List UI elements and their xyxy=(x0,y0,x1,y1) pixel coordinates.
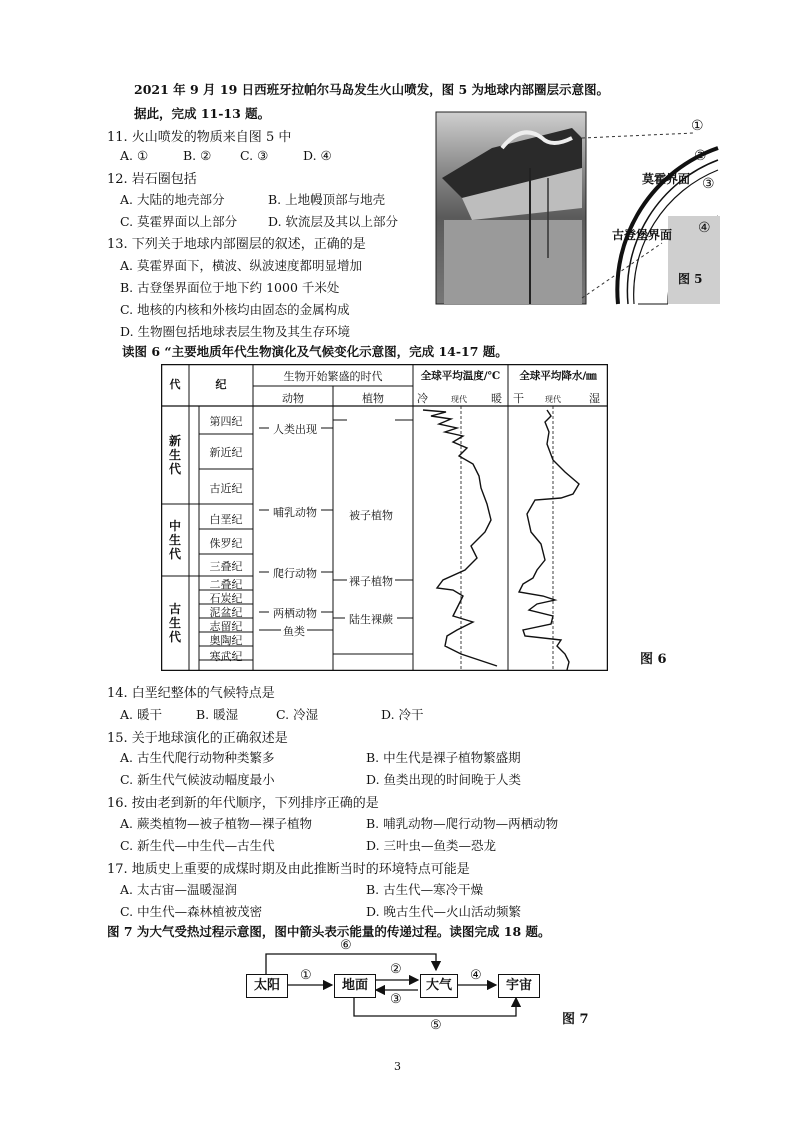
rain-wet-label: 湿 xyxy=(589,392,600,405)
period-neogene: 新近纪 xyxy=(209,446,243,459)
figure-5-earth-layers xyxy=(432,108,724,308)
box-atmosphere: 大气 xyxy=(420,974,458,998)
q12-option-c[interactable]: C. 莫霍界面以上部分 xyxy=(120,214,238,229)
q14-option-c[interactable]: C. 冷湿 xyxy=(276,707,319,722)
period-ordovician: 奥陶纪 xyxy=(209,634,243,647)
q17-option-b[interactable]: B. 古生代—寒冷干燥 xyxy=(366,882,484,897)
q11-stem: 11. 火山喷发的物质来自图 5 中 xyxy=(107,130,292,145)
intro-line-2: 据此，完成 11-13 题。 xyxy=(134,106,271,121)
q17-option-d[interactable]: D. 晚古生代—火山活动频繁 xyxy=(366,904,522,919)
animal-reptile: 爬行动物 xyxy=(273,567,317,580)
q11-option-a[interactable]: A. ① xyxy=(120,148,149,163)
figure-6-geologic-table xyxy=(161,364,608,671)
animal-amphibian: 两栖动物 xyxy=(273,607,317,620)
q16-option-c[interactable]: C. 新生代—中生代—古生代 xyxy=(120,838,275,853)
q13-stem: 13. 下列关于地球内部圈层的叙述，正确的是 xyxy=(107,237,366,252)
q15-option-c[interactable]: C. 新生代气候波动幅度最小 xyxy=(120,772,275,787)
period-cretaceous: 白垩纪 xyxy=(209,513,243,526)
fig5-marker-3: ③ xyxy=(702,176,715,192)
arrow-label-4: ④ xyxy=(470,968,482,983)
figure-7-heating-process xyxy=(244,940,564,1040)
plant-psilophyte: 陆生裸蕨 xyxy=(349,613,393,626)
q11-option-d[interactable]: D. ④ xyxy=(303,148,332,163)
q17-option-a[interactable]: A. 太古宙—温暖湿润 xyxy=(120,882,237,897)
period-quaternary: 第四纪 xyxy=(209,415,243,428)
animal-fish: 鱼类 xyxy=(283,625,305,638)
period-carboniferous: 石炭纪 xyxy=(209,592,243,605)
fig5-gutenberg-label: 古登堡界面 xyxy=(612,228,673,242)
figure-7-caption: 图 7 xyxy=(562,1012,589,1027)
arrow-label-1: ① xyxy=(300,968,312,983)
q11-option-c[interactable]: C. ③ xyxy=(240,148,269,163)
q14-option-d[interactable]: D. 冷干 xyxy=(381,707,424,722)
q13-option-c[interactable]: C. 地核的内核和外核均由固态的金属构成 xyxy=(120,302,350,317)
period-devonian: 泥盆纪 xyxy=(209,606,243,619)
animal-mammal: 哺乳动物 xyxy=(273,506,317,519)
q16-option-b[interactable]: B. 哺乳动物—爬行动物—两栖动物 xyxy=(366,816,559,831)
q16-option-a[interactable]: A. 蕨类植物—被子植物—裸子植物 xyxy=(120,816,312,831)
fig5-marker-2: ② xyxy=(694,148,707,164)
arrow-label-6: ⑥ xyxy=(340,938,352,953)
fig5-moho-label: 莫霍界面 xyxy=(642,172,691,186)
read-figure-6-instruction: 读图 6 “主要地质年代生物演化及气候变化示意图，完成 14-17 题。 xyxy=(122,344,508,359)
q12-option-d[interactable]: D. 软流层及其以上部分 xyxy=(268,214,399,229)
animal-human: 人类出现 xyxy=(273,423,317,436)
q15-stem: 15. 关于地球演化的正确叙述是 xyxy=(107,731,288,746)
figure-6-caption: 图 6 xyxy=(640,652,667,667)
q16-option-d[interactable]: D. 三叶虫—鱼类—恐龙 xyxy=(366,838,497,853)
period-permian: 二叠纪 xyxy=(209,578,243,591)
temp-warm-label: 暖 xyxy=(491,392,502,405)
q14-option-a[interactable]: A. 暖干 xyxy=(120,707,162,722)
q12-stem: 12. 岩石圈包括 xyxy=(107,172,197,187)
era-cenozoic: 新生代 xyxy=(168,434,181,476)
page-number: 3 xyxy=(394,1060,401,1073)
arrow-label-5: ⑤ xyxy=(430,1018,442,1033)
fig5-marker-1: ① xyxy=(691,118,704,134)
box-sun: 太阳 xyxy=(246,974,288,998)
period-paleogene: 古近纪 xyxy=(209,482,243,495)
box-ground: 地面 xyxy=(334,974,376,998)
plant-gymnosperm: 裸子植物 xyxy=(349,575,393,588)
arrow-label-3: ③ xyxy=(390,992,402,1007)
box-space: 宇宙 xyxy=(498,974,540,998)
era-mesozoic: 中生代 xyxy=(168,519,181,561)
arrow-label-2: ② xyxy=(390,962,402,977)
era-paleozoic: 古生代 xyxy=(168,602,181,644)
period-silurian: 志留纪 xyxy=(209,620,243,633)
q11-option-b[interactable]: B. ② xyxy=(183,148,212,163)
temp-cold-label: 冷 xyxy=(417,392,428,405)
plant-angiosperm: 被子植物 xyxy=(349,509,393,522)
q13-option-a[interactable]: A. 莫霍界面下，横波、纵波速度都明显增加 xyxy=(120,258,362,273)
q14-stem: 14. 白垩纪整体的气候特点是 xyxy=(107,686,275,701)
period-jurassic: 侏罗纪 xyxy=(209,537,243,550)
q14-option-b[interactable]: B. 暖湿 xyxy=(196,707,239,722)
table-header-temp: 全球平均温度/℃ xyxy=(420,370,501,382)
q12-option-a[interactable]: A. 大陆的地壳部分 xyxy=(120,192,225,207)
intro-line-1: 2021 年 9 月 19 日西班牙拉帕尔马岛发生火山喷发，图 5 为地球内部圈层示意图。 xyxy=(134,82,610,97)
q13-option-b[interactable]: B. 古登堡界面位于地下约 1000 千米处 xyxy=(120,280,340,295)
q15-option-d[interactable]: D. 鱼类出现的时间晚于人类 xyxy=(366,772,522,787)
figure-7-instruction: 图 7 为大气受热过程示意图，图中箭头表示能量的传递过程。读图完成 18 题。 xyxy=(107,924,551,939)
period-triassic: 三叠纪 xyxy=(209,560,243,573)
table-header-period: 纪 xyxy=(215,378,227,391)
fig5-caption: 图 5 xyxy=(678,272,703,286)
q15-option-b[interactable]: B. 中生代是裸子植物繁盛期 xyxy=(366,750,521,765)
table-header-bio: 生物开始繁盛的时代 xyxy=(283,370,383,383)
rain-now-label: 现代 xyxy=(545,395,561,404)
table-header-animal: 动物 xyxy=(282,392,304,405)
q17-option-c[interactable]: C. 中生代—森林植被茂密 xyxy=(120,904,263,919)
q12-option-b[interactable]: B. 上地幔顶部与地壳 xyxy=(268,192,386,207)
q13-option-d[interactable]: D. 生物圈包括地球表层生物及其生存环境 xyxy=(120,324,351,339)
table-header-rain: 全球平均降水/㎜ xyxy=(519,370,597,382)
temp-now-label: 现代 xyxy=(451,395,467,404)
rain-dry-label: 干 xyxy=(513,392,524,405)
period-cambrian: 寒武纪 xyxy=(209,650,243,663)
q15-option-a[interactable]: A. 古生代爬行动物种类繁多 xyxy=(120,750,275,765)
q16-stem: 16. 按由老到新的年代顺序，下列排序正确的是 xyxy=(107,796,379,811)
table-header-plant: 植物 xyxy=(362,392,384,405)
q17-stem: 17. 地质史上重要的成煤时期及由此推断当时的环境特点可能是 xyxy=(107,862,470,877)
table-header-era: 代 xyxy=(169,378,181,391)
fig5-marker-4: ④ xyxy=(698,220,711,236)
